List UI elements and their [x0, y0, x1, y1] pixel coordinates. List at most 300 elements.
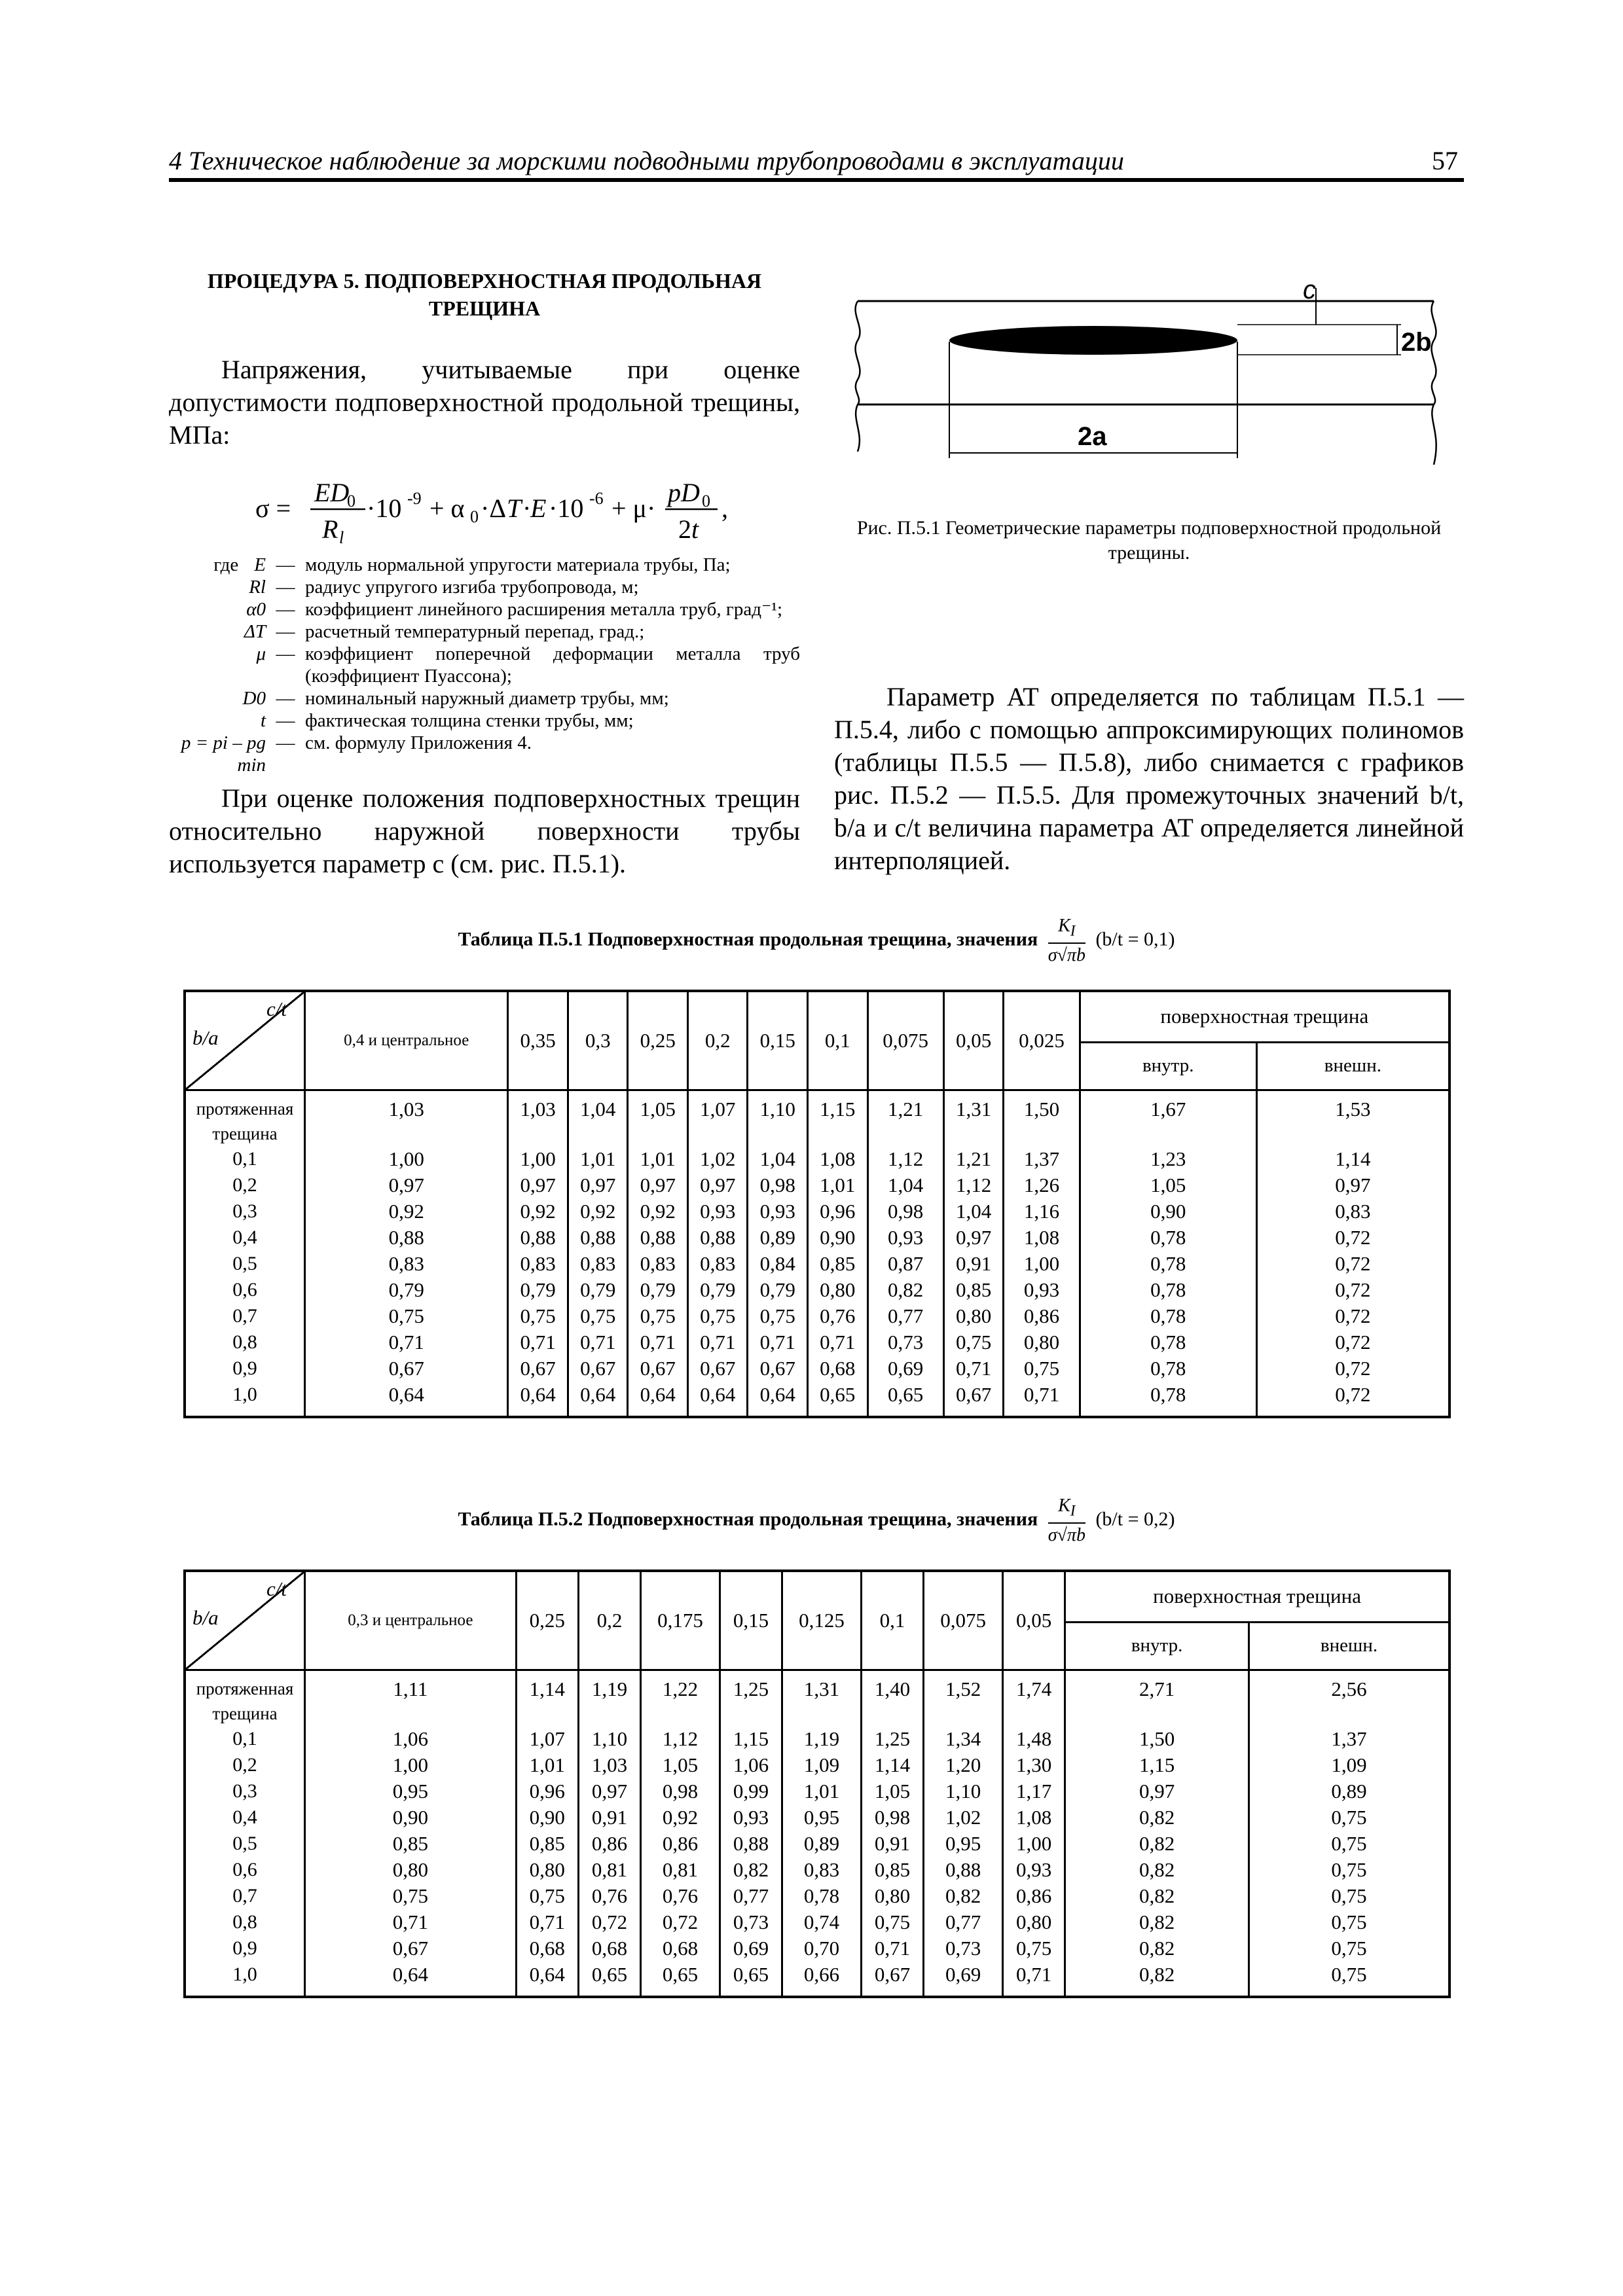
- table-cell: 0,96: [808, 1198, 868, 1225]
- table-cell: 0,86: [641, 1831, 720, 1857]
- definition-text: коэффициент поперечной деформации металла труб (коэффициент Пуассона);: [305, 643, 800, 687]
- table-row: [185, 1303, 1450, 1329]
- table-cell: 0,68: [808, 1355, 868, 1382]
- table-cell: 1,00: [305, 1146, 508, 1172]
- svg-text:E: E: [530, 493, 547, 523]
- table-cell: 0,79: [687, 1277, 748, 1303]
- table-cell: 1,10: [748, 1090, 808, 1147]
- table-cell: 1,15: [1065, 1752, 1249, 1778]
- table-cell: 0,68: [578, 1935, 640, 1962]
- table-cell: 0,98: [641, 1778, 720, 1804]
- table-cell: 0,96: [516, 1778, 578, 1804]
- row-label: 1,0: [185, 1382, 305, 1417]
- table-cell: 0,93: [748, 1198, 808, 1225]
- table-row: [185, 1251, 1450, 1277]
- table-cell: 1,07: [687, 1090, 748, 1147]
- table-cell: 1,16: [1004, 1198, 1080, 1225]
- table-cell: 0,75: [568, 1303, 628, 1329]
- table-cell: 0,88: [687, 1225, 748, 1251]
- table-cell: 1,10: [924, 1778, 1003, 1804]
- definition-symbol: t: [260, 710, 266, 731]
- table-cell: 0,68: [516, 1935, 578, 1962]
- table-cell: 0,67: [687, 1355, 748, 1382]
- definition-dash: —: [276, 621, 295, 642]
- surface-crack-header: поверхностная трещина: [1065, 1571, 1450, 1622]
- table-cell: 0,67: [508, 1355, 568, 1382]
- table-cell: 1,00: [1004, 1251, 1080, 1277]
- table-cell: 0,81: [641, 1857, 720, 1883]
- table-cell: 0,75: [628, 1303, 688, 1329]
- table-cell: 0,75: [1249, 1909, 1450, 1935]
- table-cell: 1,50: [1065, 1726, 1249, 1752]
- table-cell: 1,00: [305, 1752, 517, 1778]
- definition-text: см. формулу Приложения 4.: [305, 732, 532, 753]
- table-cell: 0,77: [924, 1909, 1003, 1935]
- table-cell: 0,71: [1003, 1962, 1065, 1997]
- table-cell: 0,73: [867, 1329, 943, 1355]
- table-cell: 0,76: [808, 1303, 868, 1329]
- table-cell: 0,90: [305, 1804, 517, 1831]
- column-header: 0,125: [782, 1571, 862, 1670]
- table-cell: 0,95: [924, 1831, 1003, 1857]
- table-cell: 0,65: [641, 1962, 720, 1997]
- table-row: [185, 1831, 1450, 1857]
- row-label: 0,7: [185, 1883, 305, 1909]
- table-cell: 0,78: [1080, 1225, 1256, 1251]
- table-cell: 0,82: [1065, 1857, 1249, 1883]
- table-cell: 0,71: [1004, 1382, 1080, 1417]
- svg-text:0: 0: [470, 507, 479, 526]
- definition-text: радиус упругого изгиба трубопровода, м;: [305, 577, 639, 598]
- svg-text:+ α: + α: [429, 493, 465, 523]
- table-row: [185, 1198, 1450, 1225]
- table2-condition: (b/t = 0,2): [1095, 1508, 1175, 1530]
- table-cell: 1,20: [924, 1752, 1003, 1778]
- table-cell: 0,76: [578, 1883, 640, 1909]
- table-cell: 0,80: [516, 1857, 578, 1883]
- table-cell: 0,69: [720, 1935, 782, 1962]
- header-row: [185, 991, 1450, 1042]
- table-cell: 1,21: [867, 1090, 943, 1147]
- svg-text:2: 2: [678, 514, 691, 544]
- table-cell: 0,64: [628, 1382, 688, 1417]
- column-header: 0,075: [924, 1571, 1003, 1670]
- definition-dash: —: [276, 688, 295, 709]
- table-cell: 1,52: [924, 1670, 1003, 1727]
- table-cell: 1,31: [782, 1670, 862, 1727]
- table-cell: 0,99: [720, 1778, 782, 1804]
- table-cell: 0,88: [924, 1857, 1003, 1883]
- definition-text: коэффициент линейного расширения металла труб, град⁻¹;: [305, 599, 783, 620]
- table-cell: 1,12: [867, 1146, 943, 1172]
- table-cell: 0,79: [568, 1277, 628, 1303]
- table-row: [185, 1146, 1450, 1172]
- label-2a: 2a: [1078, 422, 1107, 451]
- table-row: [185, 1670, 1450, 1727]
- svg-text:,: ,: [721, 493, 728, 523]
- definition-row: [169, 687, 800, 709]
- table-cell: 1,14: [516, 1670, 578, 1727]
- table-body: [185, 1090, 1450, 1418]
- table-cell: 0,85: [808, 1251, 868, 1277]
- table-cell: 0,97: [628, 1172, 688, 1198]
- table-header: [185, 1571, 1450, 1670]
- table-cell: 0,82: [1065, 1831, 1249, 1857]
- table-cell: 0,93: [867, 1225, 943, 1251]
- table-cell: 1,53: [1256, 1090, 1450, 1147]
- table-cell: 1,12: [943, 1172, 1004, 1198]
- label-2b: 2b: [1401, 328, 1432, 357]
- table-row: [185, 1857, 1450, 1883]
- column-header: 0,25: [516, 1571, 578, 1670]
- definition-row: [169, 576, 800, 598]
- column-header: 0,15: [720, 1571, 782, 1670]
- table-cell: 1,30: [1003, 1752, 1065, 1778]
- svg-text:0: 0: [702, 492, 710, 511]
- row-label: протяженная трещина: [185, 1670, 305, 1727]
- table-cell: 1,67: [1080, 1090, 1256, 1147]
- definition-row: [169, 643, 800, 687]
- table-cell: 0,75: [516, 1883, 578, 1909]
- table-cell: 0,71: [861, 1935, 923, 1962]
- table-cell: 1,05: [861, 1778, 923, 1804]
- table-cell: 0,67: [748, 1355, 808, 1382]
- header-ba: b/a: [192, 1026, 219, 1049]
- row-label: 0,2: [185, 1752, 305, 1778]
- table2-caption-text: Таблица П.5.2 Подповерхностная продольная трещина, значения: [458, 1508, 1038, 1530]
- table-cell: 0,90: [516, 1804, 578, 1831]
- table-cell: 0,75: [861, 1909, 923, 1935]
- table-cell: 1,03: [305, 1090, 508, 1147]
- table-cell: 0,65: [867, 1382, 943, 1417]
- table-cell: 2,71: [1065, 1670, 1249, 1727]
- row-label: 0,8: [185, 1329, 305, 1355]
- table-cell: 0,78: [1080, 1303, 1256, 1329]
- table-cell: 0,97: [578, 1778, 640, 1804]
- table-cell: 0,93: [1004, 1277, 1080, 1303]
- table-cell: 1,26: [1004, 1172, 1080, 1198]
- table-cell: 0,67: [943, 1382, 1004, 1417]
- definition-symbol: μ: [256, 643, 266, 664]
- table1-caption: [169, 915, 1464, 967]
- table-cell: 1,06: [305, 1726, 517, 1752]
- table-cell: 0,75: [1249, 1831, 1450, 1857]
- table-cell: 1,50: [1004, 1090, 1080, 1147]
- table-cell: 0,74: [782, 1909, 862, 1935]
- definition-text: фактическая толщина стенки трубы, мм;: [305, 710, 634, 731]
- definition-dash: —: [276, 554, 295, 575]
- table-cell: 0,71: [687, 1329, 748, 1355]
- table-cell: 1,02: [687, 1146, 748, 1172]
- table-row: [185, 1277, 1450, 1303]
- svg-text:0: 0: [347, 492, 356, 511]
- table-cell: 0,71: [628, 1329, 688, 1355]
- table-cell: 0,71: [748, 1329, 808, 1355]
- row-label: 0,6: [185, 1857, 305, 1883]
- table-cell: 0,98: [748, 1172, 808, 1198]
- table-cell: 0,91: [578, 1804, 640, 1831]
- column-header: 0,175: [641, 1571, 720, 1670]
- row-label: 0,9: [185, 1935, 305, 1962]
- table-row: [185, 1355, 1450, 1382]
- table-cell: 1,05: [641, 1752, 720, 1778]
- table-cell: 0,75: [508, 1303, 568, 1329]
- table-cell: 0,85: [943, 1277, 1004, 1303]
- table-cell: 0,76: [641, 1883, 720, 1909]
- table-cell: 0,72: [1256, 1329, 1450, 1355]
- table1-condition: (b/t = 0,1): [1095, 928, 1175, 950]
- table-cell: 0,70: [782, 1935, 862, 1962]
- table-cell: 0,92: [568, 1198, 628, 1225]
- surface-subheader: внутр.: [1080, 1042, 1256, 1090]
- table-cell: 0,71: [568, 1329, 628, 1355]
- svg-text:-9: -9: [407, 489, 422, 508]
- svg-text:R: R: [322, 514, 338, 544]
- table-cell: 0,83: [305, 1251, 508, 1277]
- column-header: 0,25: [628, 991, 688, 1090]
- column-header: 0,1: [808, 991, 868, 1090]
- table-p52: [183, 1570, 1451, 1998]
- table-cell: 0,82: [1065, 1909, 1249, 1935]
- table-body: [185, 1670, 1450, 1998]
- table-cell: 0,86: [578, 1831, 640, 1857]
- table-cell: 0,78: [1080, 1382, 1256, 1417]
- table-cell: 1,03: [508, 1090, 568, 1147]
- table-cell: 0,78: [782, 1883, 862, 1909]
- definition-dash: —: [276, 643, 295, 664]
- table-cell: 0,97: [1065, 1778, 1249, 1804]
- table-cell: 0,80: [305, 1857, 517, 1883]
- row-label: 0,6: [185, 1277, 305, 1303]
- table-cell: 0,92: [508, 1198, 568, 1225]
- row-label: 0,3: [185, 1198, 305, 1225]
- table-cell: 0,97: [305, 1172, 508, 1198]
- table-row: [185, 1778, 1450, 1804]
- definitions-lead: где: [213, 554, 239, 575]
- table-cell: 0,75: [687, 1303, 748, 1329]
- table-cell: 0,88: [305, 1225, 508, 1251]
- table-cell: 0,72: [1256, 1277, 1450, 1303]
- table-cell: 0,72: [641, 1909, 720, 1935]
- table-cell: 0,69: [924, 1962, 1003, 1997]
- table-row: [185, 1883, 1450, 1909]
- table-cell: 0,73: [924, 1935, 1003, 1962]
- intro-paragraph: Напряжения, учитываемые при оценке допустимости подповерхностной продольной трещины, МПа:: [169, 355, 800, 450]
- table-cell: 0,90: [808, 1225, 868, 1251]
- definition-text: расчетный температурный перепад, град.;: [305, 621, 645, 642]
- table-cell: 1,25: [720, 1670, 782, 1727]
- table-cell: 0,83: [508, 1251, 568, 1277]
- table-cell: 0,95: [305, 1778, 517, 1804]
- row-label: 0,4: [185, 1804, 305, 1831]
- table-cell: 0,75: [305, 1303, 508, 1329]
- table-cell: 1,17: [1003, 1778, 1065, 1804]
- table-cell: 0,89: [1249, 1778, 1450, 1804]
- row-label: 0,5: [185, 1831, 305, 1857]
- table-cell: 0,64: [748, 1382, 808, 1417]
- table-cell: 0,89: [782, 1831, 862, 1857]
- diagonal-header-cell: [185, 991, 305, 1090]
- table2-caption: [169, 1495, 1464, 1547]
- table-cell: 0,82: [1065, 1935, 1249, 1962]
- table-cell: 0,86: [1003, 1883, 1065, 1909]
- table-cell: 0,89: [748, 1225, 808, 1251]
- svg-text:·Δ: ·Δ: [481, 493, 507, 523]
- table-cell: 1,37: [1004, 1146, 1080, 1172]
- table-cell: 1,23: [1080, 1146, 1256, 1172]
- svg-text:pD: pD: [668, 478, 700, 507]
- table-cell: 0,92: [305, 1198, 508, 1225]
- row-label: 0,4: [185, 1225, 305, 1251]
- definition-symbol: Rl: [249, 577, 266, 598]
- row-label: 0,1: [185, 1146, 305, 1172]
- table-cell: 1,19: [782, 1726, 862, 1752]
- table-row: [185, 1909, 1450, 1935]
- table-row: [185, 1726, 1450, 1752]
- table-row: [185, 1382, 1450, 1417]
- table-cell: 1,21: [943, 1146, 1004, 1172]
- table-cell: 1,40: [861, 1670, 923, 1727]
- table-cell: 0,69: [867, 1355, 943, 1382]
- row-label: протяженная трещина: [185, 1090, 305, 1147]
- surface-subheader: внутр.: [1065, 1622, 1249, 1670]
- table-cell: 1,31: [943, 1090, 1004, 1147]
- table-cell: 0,67: [305, 1935, 517, 1962]
- definition-symbol: где E: [213, 554, 266, 575]
- table-cell: 1,01: [568, 1146, 628, 1172]
- table-cell: 0,72: [1256, 1382, 1450, 1417]
- table-cell: 0,65: [578, 1962, 640, 1997]
- table-cell: 0,71: [305, 1909, 517, 1935]
- table-cell: 0,64: [568, 1382, 628, 1417]
- table-cell: 0,83: [628, 1251, 688, 1277]
- procedure-heading: ПРОЦЕДУРА 5. ПОДПОВЕРХНОСТНАЯ ПРОДОЛЬНАЯ ТРЕЩИНА: [207, 269, 762, 320]
- table-cell: 0,78: [1080, 1277, 1256, 1303]
- table-cell: 1,04: [867, 1172, 943, 1198]
- table-cell: 0,65: [720, 1962, 782, 1997]
- column-header: 0,15: [748, 991, 808, 1090]
- stress-formula: [242, 470, 805, 548]
- header-ba: b/a: [192, 1606, 219, 1629]
- table-cell: 0,80: [943, 1303, 1004, 1329]
- table-cell: 0,95: [782, 1804, 862, 1831]
- definition-row: [169, 554, 800, 576]
- table-cell: 0,93: [687, 1198, 748, 1225]
- svg-text:·: ·: [522, 493, 532, 523]
- table-cell: 0,97: [1256, 1172, 1450, 1198]
- position-paragraph: При оценке положения подповерхностных трещин относительно наружной поверхности трубы используется параметр c (см. рис. П.5.1).: [169, 783, 800, 878]
- table-cell: 0,75: [1249, 1857, 1450, 1883]
- crack-geometry-figure: [845, 262, 1453, 484]
- table-cell: 0,80: [1004, 1329, 1080, 1355]
- svg-text:σ =: σ =: [255, 493, 291, 523]
- table-cell: 1,74: [1003, 1670, 1065, 1727]
- svg-text:ED: ED: [314, 478, 350, 507]
- table-cell: 0,64: [516, 1962, 578, 1997]
- table-cell: 0,98: [861, 1804, 923, 1831]
- row-label: 0,3: [185, 1778, 305, 1804]
- table-cell: 1,37: [1249, 1726, 1450, 1752]
- table-cell: 0,67: [628, 1355, 688, 1382]
- column-header: 0,2: [687, 991, 748, 1090]
- table-cell: 0,82: [924, 1883, 1003, 1909]
- definition-row: [169, 598, 800, 620]
- table-cell: 1,15: [720, 1726, 782, 1752]
- table-cell: 0,67: [568, 1355, 628, 1382]
- table-cell: 0,97: [508, 1172, 568, 1198]
- row-label: 0,8: [185, 1909, 305, 1935]
- table-cell: 0,83: [782, 1857, 862, 1883]
- table-cell: 0,93: [720, 1804, 782, 1831]
- table-cell: 0,71: [508, 1329, 568, 1355]
- definition-row: [169, 620, 800, 643]
- table-cell: 1,00: [1003, 1831, 1065, 1857]
- table-cell: 1,04: [568, 1090, 628, 1147]
- table-cell: 1,25: [861, 1726, 923, 1752]
- table-cell: 1,08: [1004, 1225, 1080, 1251]
- table-cell: 1,14: [861, 1752, 923, 1778]
- parameter-paragraph: Параметр AT определяется по таблицам П.5.1 — П.5.4, либо с помощью аппроксимирующих полиномов (таблицы П.5.5 — П.5.8), либо снимается с графиков рис. П.5.2 — П.5.5. Для промежуточных значений b/t, b/a и c/t величина параметра AT определяется линейной интерполяцией.: [834, 682, 1464, 875]
- table-cell: 0,86: [1004, 1303, 1080, 1329]
- definition-symbol: ΔT: [244, 621, 266, 642]
- table-cell: 1,01: [782, 1778, 862, 1804]
- surface-subheader: внешн.: [1256, 1042, 1450, 1090]
- row-label: 0,2: [185, 1172, 305, 1198]
- table-cell: 1,05: [1080, 1172, 1256, 1198]
- page-number: 57: [1432, 146, 1458, 175]
- definition-symbol: p = pi – pg min: [181, 732, 266, 776]
- table-cell: 1,09: [782, 1752, 862, 1778]
- table-cell: 0,82: [1065, 1883, 1249, 1909]
- table-row: [185, 1090, 1450, 1147]
- table-cell: 1,06: [720, 1752, 782, 1778]
- table-cell: 1,01: [808, 1172, 868, 1198]
- table-cell: 1,15: [808, 1090, 868, 1147]
- first-column-header: 0,4 и центральное: [305, 991, 508, 1090]
- table-header: [185, 991, 1450, 1090]
- table-cell: 0,97: [687, 1172, 748, 1198]
- table-cell: 0,79: [508, 1277, 568, 1303]
- table-p51: [183, 990, 1451, 1418]
- table-cell: 0,90: [1080, 1198, 1256, 1225]
- column-header: 0,075: [867, 991, 943, 1090]
- table-cell: 1,10: [578, 1726, 640, 1752]
- table-cell: 1,02: [924, 1804, 1003, 1831]
- table-cell: 1,12: [641, 1726, 720, 1752]
- table-cell: 0,97: [943, 1225, 1004, 1251]
- column-header: 0,025: [1004, 991, 1080, 1090]
- table-cell: 0,91: [943, 1251, 1004, 1277]
- table-cell: 0,67: [861, 1962, 923, 1997]
- table-cell: 2,56: [1249, 1670, 1450, 1727]
- table-cell: 1,22: [641, 1670, 720, 1727]
- table-row: [185, 1329, 1450, 1355]
- column-header: 0,3: [568, 991, 628, 1090]
- table-cell: 0,72: [1256, 1225, 1450, 1251]
- table-cell: 1,01: [516, 1752, 578, 1778]
- table-cell: 0,77: [720, 1883, 782, 1909]
- table-cell: 0,71: [305, 1329, 508, 1355]
- surface-subheader: внешн.: [1249, 1622, 1450, 1670]
- table-cell: 0,84: [748, 1251, 808, 1277]
- table-cell: 0,97: [568, 1172, 628, 1198]
- ki-fraction: $\frac{K_I}{\sigma√\pi b}$: [1048, 1496, 1085, 1545]
- table-cell: 1,03: [578, 1752, 640, 1778]
- table-cell: 1,04: [748, 1146, 808, 1172]
- table-cell: 1,04: [943, 1198, 1004, 1225]
- surface-crack-header: поверхностная трещина: [1080, 991, 1450, 1042]
- figure-caption: Рис. П.5.1 Геометрические параметры подповерхностной продольной трещины.: [856, 517, 1442, 564]
